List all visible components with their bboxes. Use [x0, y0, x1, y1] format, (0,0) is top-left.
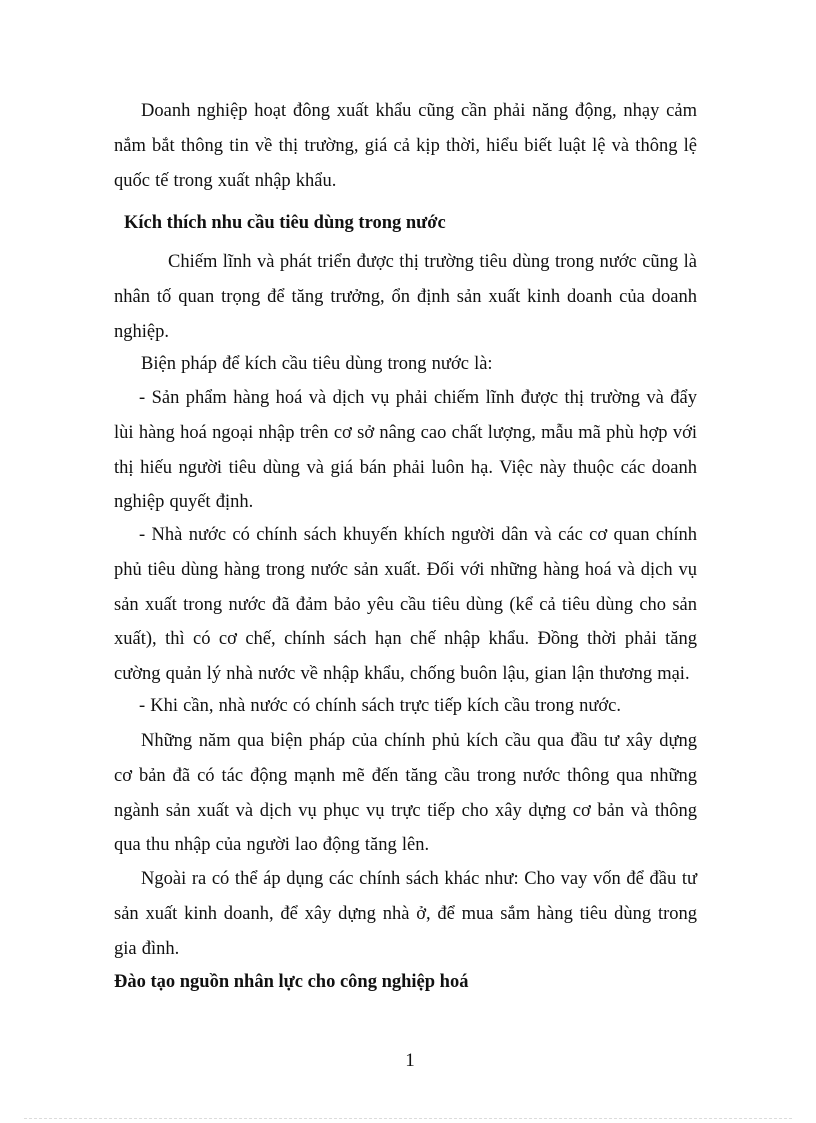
bullet-direct-stimulus: - Khi cần, nhà nước có chính sách trực tiếp kích cầu trong nước.	[139, 696, 621, 716]
paragraph-export-businesses: Doanh nghiệp hoạt đông xuất khẩu cũng cần phải năng động, nhạy cảm nắm bắt thông tin về thị trường, giá cả kịp thời, hiểu biết luật lệ và thông lệ quốc tế trong xuất nhập khẩu.	[114, 101, 697, 191]
page-bottom-divider	[24, 1118, 792, 1119]
paragraph-domestic-market: Chiếm lĩnh và phát triển được thị trường tiêu dùng trong nước cũng là nhân tố quan trọng để tăng trưởng, ổn định sản xuất kinh doanh của doanh nghiệp.	[114, 252, 697, 342]
bullet-state-policy: - Nhà nước có chính sách khuyến khích người dân và các cơ quan chính phủ tiêu dùng hàng trong nước sản xuất. Đối với những hàng hoá và dịch vụ sản xuất trong nước đã đảm bảo yêu cầu tiêu dùng (kể cả tiêu dùng cho sản xuất), thì có cơ chế, chính sách hạn chế nhập khẩu. Đồng thời phải tăng cường quản lý nhà nước về nhập khẩu, chống buôn lậu, gian lận thương mại.	[114, 525, 697, 685]
bullet-products-services: - Sản phẩm hàng hoá và dịch vụ phải chiếm lĩnh được thị trường và đẩy lùi hàng hoá ngoại nhập trên cơ sở nâng cao chất lượng, mẫu mã phù hợp với thị hiếu người tiêu dùng và giá bán phải luôn hạ. Việc này thuộc các doanh nghiệp quyết định.	[114, 388, 697, 513]
section-heading-domestic-demand: Kích thích nhu cầu tiêu dùng trong nước	[124, 213, 446, 233]
section-heading-human-resources: Đào tạo nguồn nhân lực cho công nghiệp hoá	[114, 972, 469, 992]
paragraph-government-investment: Những năm qua biện pháp của chính phủ kích cầu qua đầu tư xây dựng cơ bản đã có tác động mạnh mẽ đến tăng cầu trong nước thông qua những ngành sản xuất và dịch vụ phục vụ trực tiếp cho xây dựng cơ bản và thông qua thu nhập của người lao động tăng lên.	[114, 731, 697, 856]
paragraph-other-policies: Ngoài ra có thể áp dụng các chính sách khác như: Cho vay vốn để đầu tư sản xuất kinh doanh, để xây dựng nhà ở, để mua sắm hàng tiêu dùng trong gia đình.	[114, 869, 697, 959]
paragraph-measures-intro: Biện pháp để kích cầu tiêu dùng trong nước là:	[141, 354, 493, 374]
page-number: 1	[405, 1050, 415, 1071]
